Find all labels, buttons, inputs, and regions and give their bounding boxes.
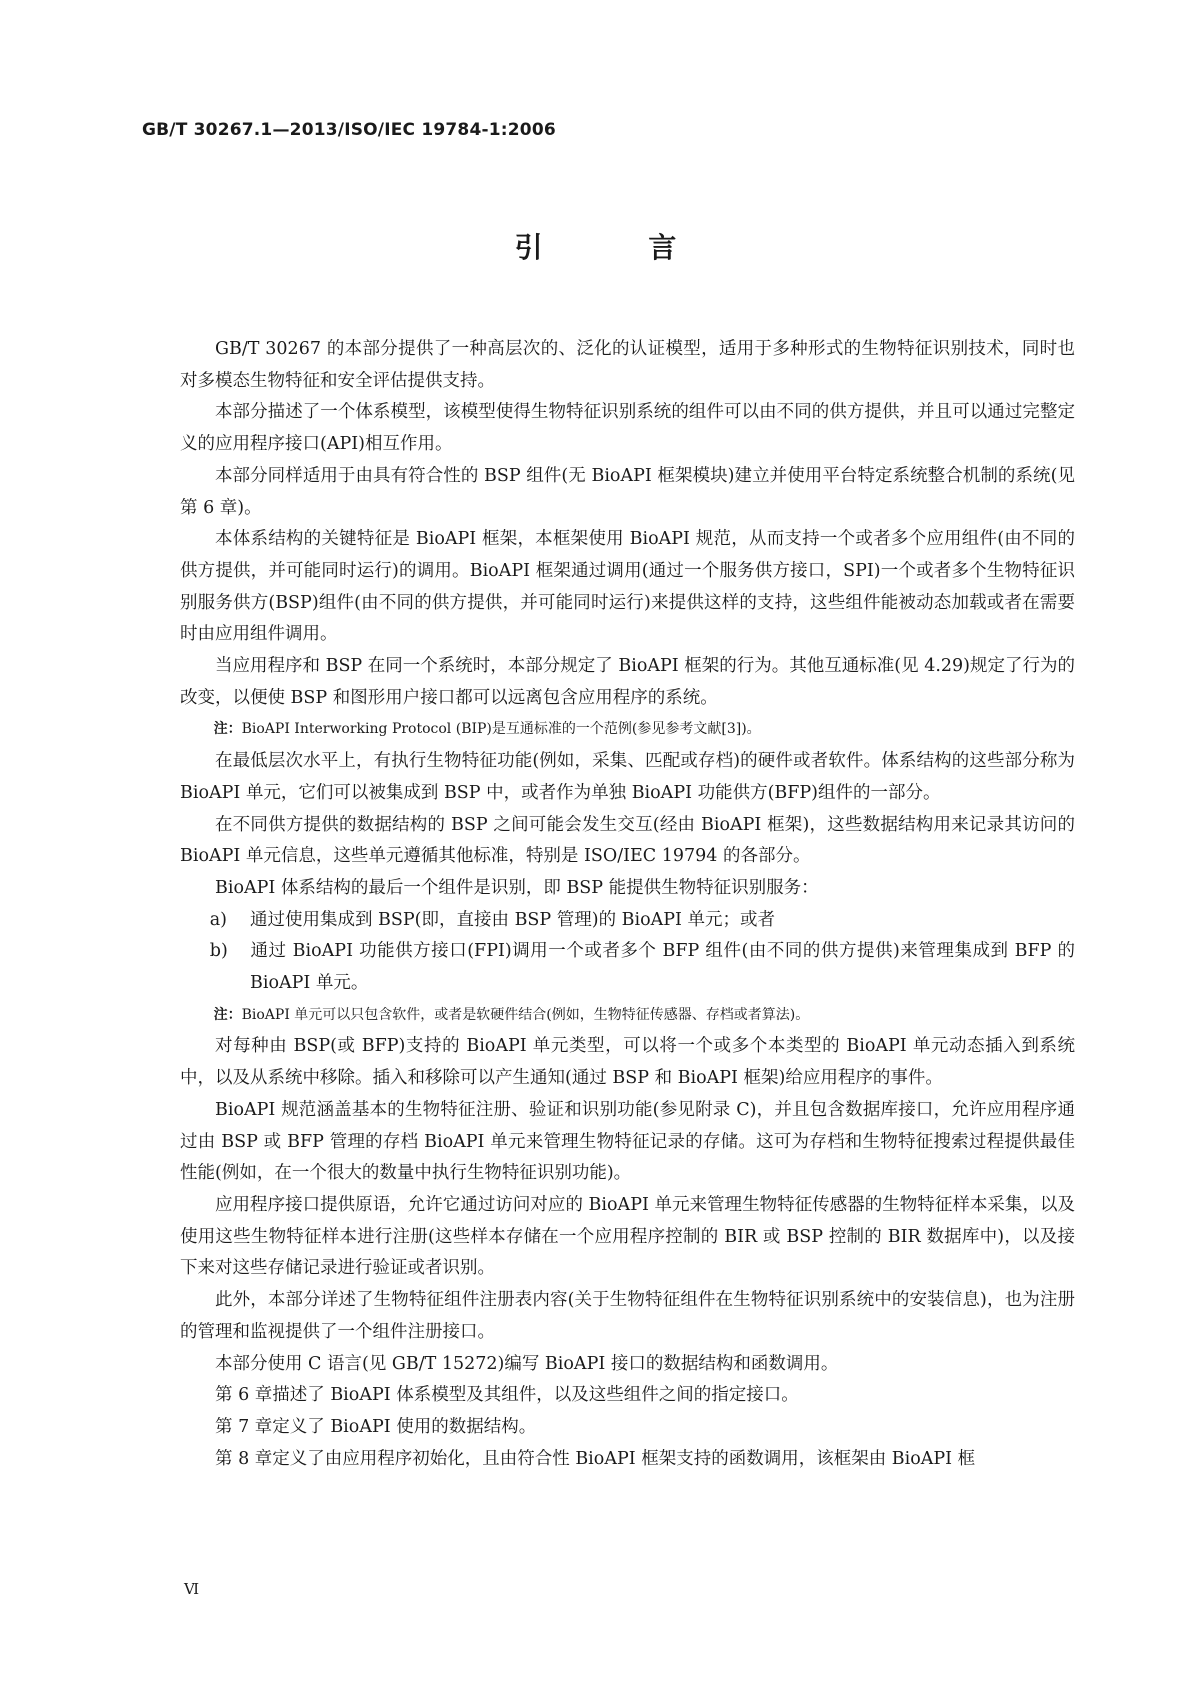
note [180,714,1075,746]
document-header: GB/T 30267.1—2013/ISO/IEC 19784-1:2006 [142,120,556,140]
note-text: BioAPI 单元可以只包含软件，或者是软硬件结合(例如，生物特征传感器、存档或者算法)。 [241,1006,810,1023]
list-marker: b) [209,941,228,962]
paragraph: 本部分使用 C 语言(见 GB/T 15272)编写 BioAPI 接口的数据结构和函数调用。 [215,1353,839,1374]
paragraph: 第 8 章定义了由应用程序初始化，且由符合性 BioAPI 框架支持的函数调用，该框架由 BioAPI 框 [215,1448,976,1469]
paragraph: 此外，本部分详述了生物特征组件注册表内容(关于生物特征组件在生物特征识别系统中的安装信息)，也为注册的管理和监视提供了一个组件注册接口。 [180,1290,1075,1342]
paragraph: 第 7 章定义了 BioAPI 使用的数据结构。 [215,1416,537,1437]
page-title: 引 言 [514,231,725,264]
list-text: 通过 BioAPI 功能供方接口(FPI)调用一个或者多个 BFP 组件(由不同的供方提供)来管理集成到 BFP 的 BioAPI 单元。 [250,941,1075,994]
paragraph: BioAPI 体系结构的最后一个组件是识别，即 BSP 能提供生物特征识别服务： [215,877,819,898]
paragraph: 当应用程序和 BSP 在同一个系统时，本部分规定了 BioAPI 框架的行为。其他互通标准(见 4.29)规定了行为的改变，以便使 BSP 和图形用户接口都可以远离包含应用程序的系统。 [180,656,1075,708]
page-number: Ⅵ [184,1580,200,1598]
paragraph: 本部分描述了一个体系模型，该模型使得生物特征识别系统的组件可以由不同的供方提供，并且可以通过完整定义的应用程序接口(API)相互作用。 [180,402,1075,455]
paragraph: 在不同供方提供的数据结构的 BSP 之间可能会发生交互(经由 BioAPI 框架)，这些数据结构用来记录其访问的 BioAPI 单元信息，这些单元遵循其他标准，特别是 ISO/IEC 19794 的各部分。 [180,814,1075,867]
list-marker: a) [209,909,228,930]
paragraph: 应用程序接口提供原语，允许它通过访问对应的 BioAPI 单元来管理生物特征传感器的生物特征样本采集，以及使用这些生物特征样本进行注册(这些样本存储在一个应用程序控制的 BIR 或 BSP 控制的 BIR 数据库中)，以及接下来对这些存储记录进行验证或者识别。 [180,1194,1075,1279]
note-label: 注： [213,1006,242,1023]
list-item [180,936,1075,999]
note-text: BioAPI Interworking Protocol (BIP)是互通标准的一个范例(参见参考文献[3])。 [241,721,761,738]
note [180,1000,1075,1032]
note-label: 注： [213,721,242,738]
paragraph: 第 6 章描述了 BioAPI 体系模型及其组件，以及这些组件之间的指定接口。 [215,1385,799,1406]
paragraph: 本体系结构的关键特征是 BioAPI 框架，本框架使用 BioAPI 规范，从而支持一个或者多个应用组件(由不同的供方提供，并可能同时运行)的调用。BioAPI 框架通过调用(通过一个服务供方接口，SPI)一个或者多个生物特征识别服务供方(BSP)组件(由不同的供方提供，并可能同时运行)来提供这样的支持，这些组件能被动态加载或者在需要时由应用组件调用。 [180,529,1075,645]
paragraph: 对每种由 BSP(或 BFP)支持的 BioAPI 单元类型，可以将一个或多个本类型的 BioAPI 单元动态插入到系统中，以及从系统中移除。插入和移除可以产生通知(通过 BSP 和 BioAPI 框架)给应用程序的事件。 [180,1036,1075,1089]
list-item [180,905,1075,937]
paragraph: 在最低层次水平上，有执行生物特征功能(例如，采集、匹配或存档)的硬件或者软件。体系结构的这些部分称为 BioAPI 单元，它们可以被集成到 BSP 中，或者作为单独 BioAPI 功能供方(BFP)组件的一部分。 [180,751,1075,803]
paragraph: 本部分同样适用于由具有符合性的 BSP 组件(无 BioAPI 框架模块)建立并使用平台特定系统整合机制的系统(见第 6 章)。 [180,465,1075,518]
paragraph: GB/T 30267 的本部分提供了一种高层次的、泛化的认证模型，适用于多种形式的生物特征识别技术，同时也对多模态生物特征和安全评估提供支持。 [180,339,1075,391]
paragraph: BioAPI 规范涵盖基本的生物特征注册、验证和识别功能(参见附录 C)，并且包含数据库接口，允许应用程序通过由 BSP 或 BFP 管理的存档 BioAPI 单元来管理生物特征记录的存储。这可为存档和生物特征搜索过程提供最佳性能(例如，在一个很大的数量中执行生物特征识别功能)。 [180,1099,1075,1184]
list-text: 通过使用集成到 BSP(即，直接由 BSP 管理)的 BioAPI 单元；或者 [250,909,776,930]
body-text [180,334,1075,1475]
